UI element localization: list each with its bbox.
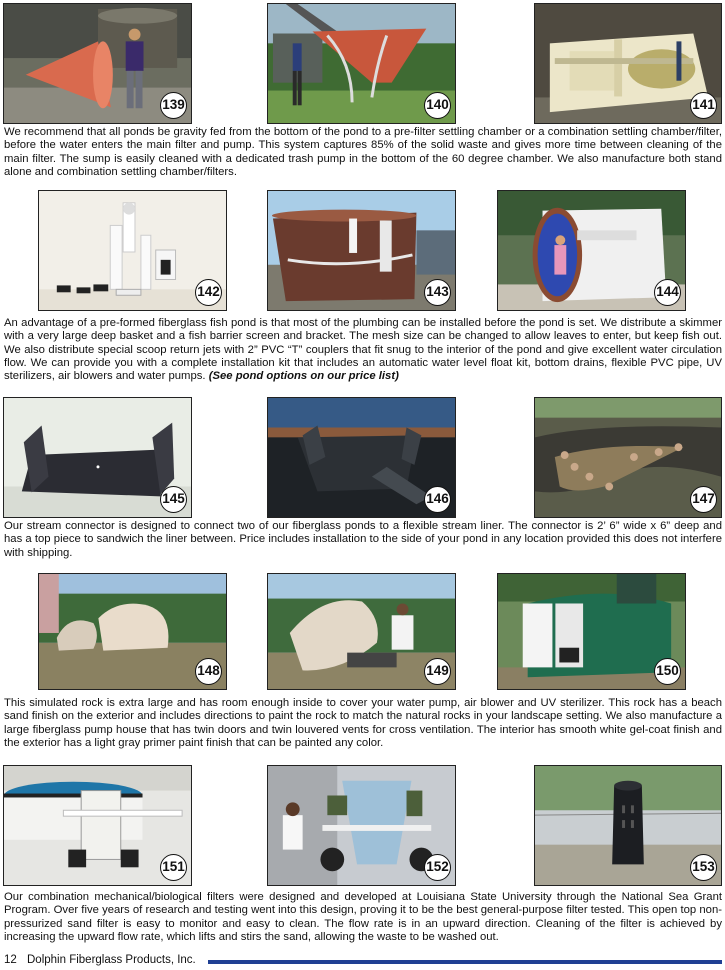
photo-143 bbox=[267, 190, 456, 311]
photo-142 bbox=[38, 190, 227, 311]
photo-number-badge: 150 bbox=[654, 658, 681, 685]
preformed-pond-paragraph bbox=[4, 317, 722, 387]
photo-148 bbox=[38, 573, 227, 690]
photo-number-badge: 142 bbox=[195, 279, 222, 306]
company-name: Dolphin Fiberglass Products, Inc. bbox=[27, 954, 196, 966]
photo-number-badge: 147 bbox=[690, 486, 717, 513]
photo-149 bbox=[267, 573, 456, 690]
photo-number-badge: 149 bbox=[424, 658, 451, 685]
photo-145 bbox=[3, 397, 192, 518]
rock-pumphouse-paragraph: This simulated rock is extra large and has room enough inside to cover your water pump, air blower and UV sterilizer. This rock has a beach sand finish on the exterior and includes directions to paint the rock to match the natural rocks in your landscape setting. We also manufacture a large fiberglass pump house that has twin doors and twin louvered vents for cross ventilation. The interior has smooth white gel-coat finish and the exterior has a light gray primer paint finish that can be painted any color. bbox=[4, 697, 722, 749]
photo-number-badge: 144 bbox=[654, 279, 681, 306]
photo-144 bbox=[497, 190, 686, 311]
footer-rule bbox=[208, 960, 722, 964]
photo-153 bbox=[534, 765, 722, 886]
photo-number-badge: 145 bbox=[160, 486, 187, 513]
photo-151 bbox=[3, 765, 192, 886]
page-number: 12 bbox=[4, 954, 17, 966]
photo-number-badge: 148 bbox=[195, 658, 222, 685]
photo-number-badge: 141 bbox=[690, 92, 717, 119]
photo-152 bbox=[267, 765, 456, 886]
preformed-pond-text: An advantage of a pre-formed fiberglass fish pond is that most of the plumbing can be installed before the pond is set. We distribute a skimmer with a very large deep basket and a fish barrier screen and bracket. The mesh size can be changed to allow leaves to enter, but keep fish out. We also distribute special scoop return jets with 2” PVC “T” couplers that fit snug to the interior of the pond and give excellent water circulation flow. We can provide you with a complete installation kit that includes an automatic water level float kit, bottom drains, flexible PVC pipe, UV sterilizers, air blowers and water pumps. bbox=[4, 317, 722, 383]
photo-number-badge: 151 bbox=[160, 854, 187, 881]
photo-number-badge: 140 bbox=[424, 92, 451, 119]
settling-chamber-paragraph: We recommend that all ponds be gravity fed from the bottom of the pond to a pre-filter settling chamber or a combination settling chamber/filter, before the water enters the main filter and pump. This system captures 85% of the solid waste and gives more time between cleaning of the main filter. The sump is easily cleaned with a dedicated trash pump in the bottom of the 60 degree chamber. We also manufacture both stand alone and combination settling chamber/filters. bbox=[4, 126, 722, 178]
photo-147 bbox=[534, 397, 722, 518]
photo-140 bbox=[267, 3, 456, 124]
photo-number-badge: 146 bbox=[424, 486, 451, 513]
filter-paragraph: Our combination mechanical/biological filters were designed and developed at Louisiana State University through the National Sea Grant Program. Over five years of research and testing went into this design, proving it to be the best general-purpose filter tested. This open top non-pressurized sand filter is easy to monitor and easy to clean. The flow rate is in an upward direction. Cleaning of the filter is achieved by increasing the upward flow rate, which lifts and stirs the sand, allowing the waste to be washed out. bbox=[4, 891, 722, 943]
photo-150 bbox=[497, 573, 686, 690]
photo-141 bbox=[534, 3, 722, 124]
photo-146 bbox=[267, 397, 456, 518]
stream-connector-paragraph: Our stream connector is designed to connect two of our fiberglass ponds to a flexible stream liner. The connector is 2’ 6” wide x 6” deep and has a top piece to sandwich the liner between. Price includes installation to the side of your pond in any location provided this does not interfere with shipping. bbox=[4, 520, 722, 559]
photo-number-badge: 153 bbox=[690, 854, 717, 881]
price-list-note: (See pond options on our price list) bbox=[208, 370, 399, 383]
photo-139 bbox=[3, 3, 192, 124]
photo-number-badge: 139 bbox=[160, 92, 187, 119]
photo-number-badge: 143 bbox=[424, 279, 451, 306]
photo-number-badge: 152 bbox=[424, 854, 451, 881]
